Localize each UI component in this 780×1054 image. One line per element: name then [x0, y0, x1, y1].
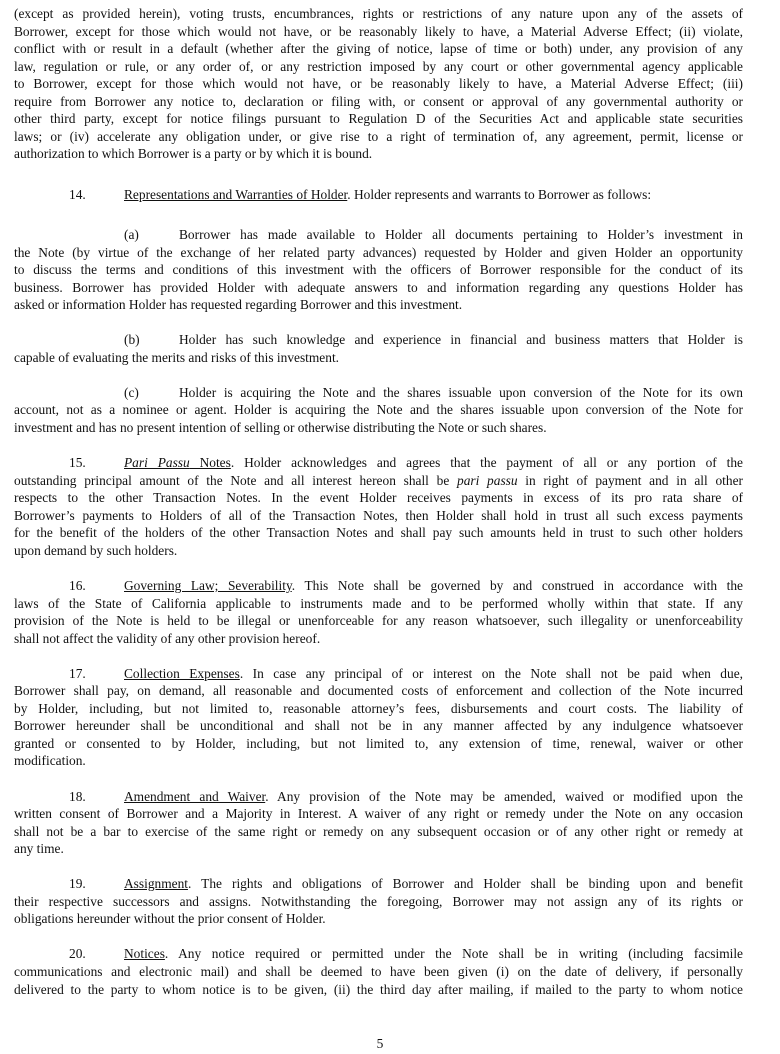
- section-heading: Pari Passu Notes: [124, 455, 231, 471]
- section-heading: Governing Law; Severability: [124, 577, 292, 593]
- section-text: . Any notice required or permitted under the Note shall be in writing (including facsimile: [164, 946, 743, 962]
- text-line: capable of evaluating the merits and risks of this investment.: [14, 349, 340, 365]
- section-number: 14.: [69, 187, 86, 203]
- text-line: Borrower’s payments to Holders of all of the Transaction Notes, then Holder shall hold in trust all such excess payments: [14, 507, 743, 523]
- subsection-label: (a): [124, 227, 139, 243]
- text-line: investment and has no present intention of selling or otherwise distributing the Note or such shares.: [14, 420, 547, 436]
- text-line: by Holder, including, but not limited to, reasonable attorney’s fees, disbursements and court costs. The liability of: [14, 700, 743, 716]
- text-line: outstanding principal amount of the Note and all interest hereon shall be pari passu in right of payment and in all other: [14, 472, 743, 488]
- section-text: . Holder acknowledges and agrees that the payment of all or any portion of the: [230, 455, 743, 471]
- text-line: written consent of Borrower and a Majority in Interest. A waiver of any right or remedy under the Note on any occasion: [14, 806, 743, 822]
- section-text: . The rights and obligations of Borrower and Holder shall be binding upon and benefit: [187, 876, 743, 892]
- text-line: (except as provided herein), voting trusts, encumbrances, rights or restrictions of any nature upon any of the assets of: [14, 6, 743, 21]
- section-14: [14, 186, 743, 204]
- section-number: 18.: [69, 788, 86, 804]
- section-number: 16.: [69, 577, 86, 593]
- section-text: . This Note shall be governed by and construed in accordance with the: [291, 577, 744, 593]
- text-line: the Note (by virtue of the exchange of her related party advances) requested by Holder and given Holder an opportunity: [14, 244, 743, 260]
- section-19: [14, 875, 743, 928]
- section-14-first-line: [14, 186, 743, 204]
- text-line: authorization to which Borrower is a party or by which it is bound.: [14, 146, 373, 162]
- text-line: [14, 384, 743, 402]
- text-line: laws of the State of California applicable to instruments made and to be performed wholly within that state. If any: [14, 595, 743, 611]
- text-line: asked or information Holder has requested regarding Borrower and this investment.: [14, 297, 463, 313]
- text-line: provision of the Note is held to be illegal or unenforceable for any reason whatsoever, such illegality or unenforceability: [14, 613, 743, 629]
- text-line: to Borrower, except for those which would not have, or be reasonably likely to have, a Material Adverse Effect; (iii): [14, 76, 743, 92]
- section-17: [14, 665, 743, 770]
- text-line: Borrower, except for those which would not have, or be reasonably likely to have, a Material Adverse Effect; (ii) violate,: [14, 23, 743, 39]
- section-text: . In case any principal of or interest on the Note shall not be paid when due,: [239, 665, 743, 681]
- section-heading: Representations and Warranties of Holder: [124, 187, 348, 203]
- text-line: to discuss the terms and conditions of this investment with the officers of Borrower responsible for the conduct of its: [14, 262, 743, 278]
- text-line: respects to the other Transaction Notes. In the event Holder receives payments in excess of its pro rata share of: [14, 490, 743, 506]
- text-line: [14, 577, 743, 595]
- text-line: laws; or (iv) accelerate any obligation under, or give rise to a right of termination of, any agreement, permit, license or: [14, 128, 743, 144]
- text-line: their respective successors and assigns. Notwithstanding the foregoing, Borrower may not assign any of its rights or: [14, 893, 743, 909]
- section-15: [14, 454, 743, 559]
- text-line: [14, 665, 743, 683]
- section-heading: Amendment and Waiver: [124, 788, 266, 804]
- text-line: business. Borrower has provided Holder with adequate answers to and information regarding any questions Holder has: [14, 279, 743, 295]
- section-18: [14, 788, 743, 858]
- section-text: . Holder represents and warrants to Borrower as follows:: [347, 187, 652, 203]
- text-line: communications and electronic mail) and shall be deemed to have been given (i) on the date of delivery, if personally: [14, 963, 743, 979]
- subsection-label: (b): [124, 332, 140, 348]
- text-line: conflict with or result in a default (whether after the giving of notice, lapse of time or both) under, any provision of any: [14, 41, 743, 57]
- section-16: [14, 577, 743, 647]
- section-14-a: [14, 226, 743, 314]
- section-14-b: [14, 331, 743, 366]
- text-line: upon demand by such holders.: [14, 542, 178, 558]
- text-line: any time.: [14, 841, 64, 857]
- intro-paragraph: [14, 5, 743, 163]
- text-line: account, not as a nominee or agent. Holder is acquiring the Note and the shares issuable upon conversion of the Note for: [14, 402, 743, 418]
- text-line: [14, 788, 743, 806]
- text-line: Borrower shall pay, on demand, all reasonable and documented costs of enforcement and collection of the Note incurred: [14, 683, 743, 699]
- section-number: 20.: [69, 946, 86, 962]
- text-line: [14, 875, 743, 893]
- section-text: . Any provision of the Note may be amended, waived or modified upon the: [265, 788, 743, 804]
- text-line: shall not affect the validity of any other provision hereof.: [14, 630, 321, 646]
- section-number: 17.: [69, 665, 86, 681]
- text-line: [14, 226, 743, 244]
- text-line: obligations hereunder without the prior consent of Holder.: [14, 911, 326, 927]
- text-line: shall not be a bar to exercise of the same right or remedy on any subsequent occasion or of any other right or remedy at: [14, 823, 743, 839]
- subsection-text: Holder has such knowledge and experience in financial and business matters that Holder is: [179, 332, 743, 348]
- text-line: modification.: [14, 753, 86, 769]
- section-heading: Collection Expenses: [124, 665, 240, 681]
- section-heading: Notices: [124, 946, 165, 962]
- text-line: delivered to the party to whom notice is to be given, (ii) the third day after mailing, if mailed to the party to whom notice: [14, 981, 743, 997]
- text-line: Borrower hereunder shall be unconditional and shall not be in any manner affected by any indulgence whatsoever: [14, 718, 743, 734]
- text-line: granted or consented to by Holder, including, but not limited to, any extension of time, renewal, waiver or other: [14, 735, 743, 751]
- section-20: [14, 945, 743, 998]
- text-line: for the benefit of the holders of the other Transaction Notes and shall pay such amounts held in trust to such other holders: [14, 525, 743, 541]
- document-page: [14, 5, 743, 998]
- text-line: other third party, except for notice filings pursuant to Regulation D of the Securities Act and applicable state securities: [14, 111, 743, 127]
- page-number: 5: [376, 1036, 384, 1051]
- section-number: 15.: [69, 455, 86, 471]
- subsection-text: Holder is acquiring the Note and the shares issuable upon conversion of the Note for its own: [179, 384, 743, 400]
- text-line: [14, 945, 743, 963]
- text-line: require from Borrower any notice to, declaration or filing with, or consent or approval of any governmental authority or: [14, 93, 743, 109]
- section-14-c: [14, 384, 743, 437]
- text-line: [14, 331, 743, 349]
- section-number: 19.: [69, 876, 86, 892]
- text-line: law, regulation or rule, or any order of, or any restriction imposed by any court or other governmental agency applicable: [14, 58, 743, 74]
- section-heading: Assignment: [124, 876, 188, 892]
- subsection-label: (c): [124, 384, 139, 400]
- subsection-text: Borrower has made available to Holder all documents pertaining to Holder’s investment in: [179, 227, 743, 243]
- text-line: [14, 454, 743, 472]
